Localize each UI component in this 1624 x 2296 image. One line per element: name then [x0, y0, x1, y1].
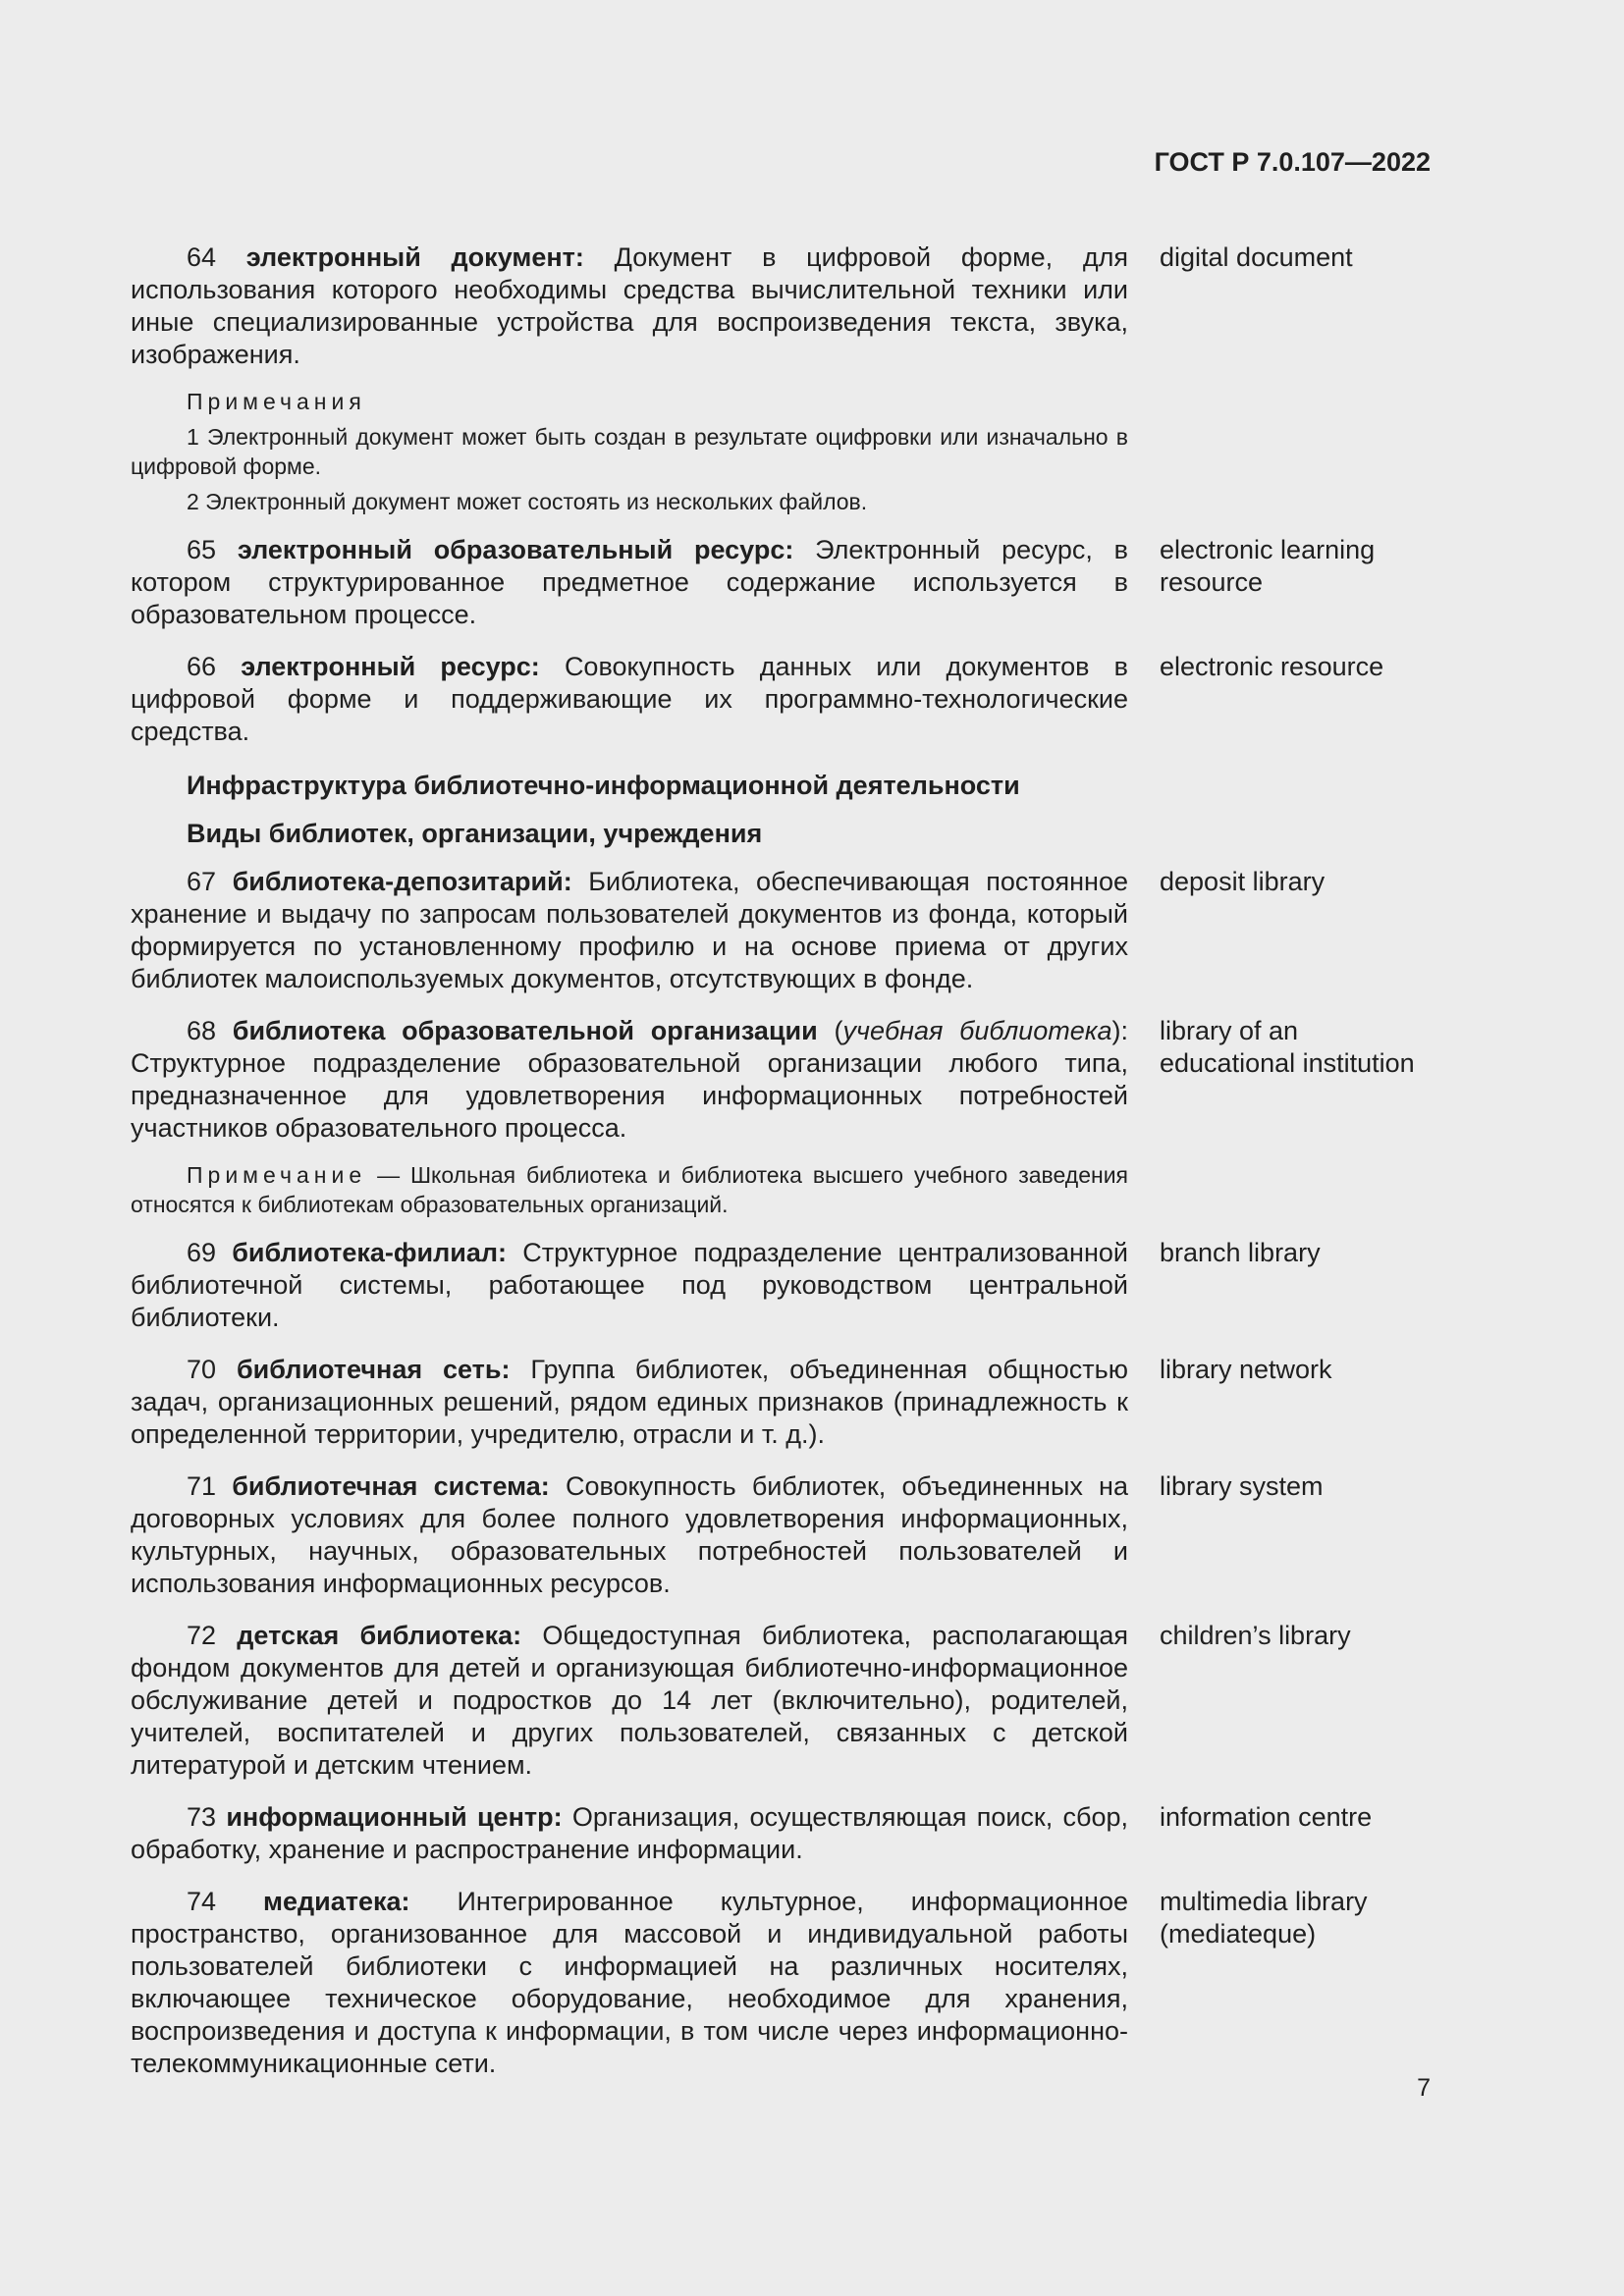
term-entry-74 — [131, 1886, 1436, 2080]
note-body: — Школьная библиотека и библиотека высшего учебного заведения относятся к библиотекам образовательных организаций. — [131, 1162, 1128, 1217]
english-equivalent: library of an educational institution — [1160, 1016, 1415, 1078]
english-equivalent: branch library — [1160, 1238, 1321, 1267]
term-entry-64 — [131, 241, 1436, 371]
term-name: электронный документ: — [245, 242, 584, 272]
english-equivalent: library system — [1160, 1471, 1324, 1501]
term-name: медиатека: — [263, 1887, 410, 1916]
term-number: 65 — [187, 535, 217, 564]
notes-64 — [131, 387, 1128, 516]
term-definition — [131, 651, 1128, 748]
term-number: 72 — [187, 1621, 217, 1650]
term-definition — [131, 1470, 1128, 1600]
note-2: 2 Электронный документ может состоять из нескольких файлов. — [187, 489, 868, 514]
note-text — [131, 1160, 1128, 1219]
term-definition — [131, 1354, 1128, 1451]
terms-list — [131, 241, 1436, 2100]
term-number: 67 — [187, 867, 217, 896]
term-number: 74 — [187, 1887, 217, 1916]
definition-text: Документ в цифровой форме, для использования которого необходимы средства вычислительной техники или иные специализированные устройства для воспроизведения текста, звука, изображения. — [131, 242, 1128, 369]
english-equivalent: electronic learning resource — [1160, 535, 1376, 597]
english-equivalent: digital document — [1160, 242, 1353, 272]
definition-text: Совокупность библиотек, объединенных на договорных условиях для более полного удовлетворения информационных, культурных, научных, образовательных потребностей пользователей и использования информационных ресурсов. — [131, 1471, 1128, 1598]
term-definition — [131, 1237, 1128, 1334]
note-68 — [131, 1160, 1128, 1219]
paren-close: ): — [1111, 1016, 1128, 1045]
term-number: 64 — [187, 242, 217, 272]
note-1: 1 Электронный документ может быть создан в результате оцифровки или изначально в цифровой форме. — [131, 424, 1128, 479]
term-number: 68 — [187, 1016, 217, 1045]
definition-text: Совокупность данных или документов в цифровой форме и поддерживающие их программно-технологические средства. — [131, 652, 1129, 746]
paren-open: ( — [834, 1016, 843, 1045]
term-definition — [131, 1620, 1128, 1782]
term-definition — [131, 866, 1128, 995]
definition-text: Интегрированное культурное, информационное пространство, организованное для массовой и индивидуальной работы пользователей библиотеки с информацией на различных носителях, включающее техническое оборудование, необходимое для хранения, воспроизведения и доступа к информации, в том числе через информационно-телекоммуникационные сети. — [131, 1887, 1128, 2078]
term-number: 73 — [187, 1802, 217, 1832]
subsection-heading: Виды библиотек, организации, учреждения — [187, 819, 763, 848]
definition-text: Электронный ресурс, в котором структурированное предметное содержание используется в образовательном процессе. — [131, 535, 1128, 629]
term-number: 69 — [187, 1238, 217, 1267]
term-entry-66 — [131, 651, 1436, 748]
term-number: 66 — [187, 652, 217, 681]
page-number: 7 — [1417, 2074, 1431, 2102]
term-synonym: учебная библиотека — [842, 1016, 1112, 1045]
term-entry-70 — [131, 1354, 1436, 1451]
term-name: библиотека-депозитарий: — [232, 867, 572, 896]
term-number: 70 — [187, 1355, 217, 1384]
term-entry-72 — [131, 1620, 1436, 1782]
term-entry-67 — [131, 866, 1436, 995]
term-name: библиотечная сеть: — [236, 1355, 511, 1384]
term-name: библиотека образовательной организации — [232, 1016, 818, 1045]
term-number: 71 — [187, 1471, 217, 1501]
term-entry-73 — [131, 1801, 1436, 1866]
term-definition — [131, 1886, 1128, 2080]
term-definition — [131, 1015, 1128, 1145]
term-entry-69 — [131, 1237, 1436, 1334]
term-name: детская библиотека: — [237, 1621, 522, 1650]
notes-heading: Примечания — [187, 389, 366, 414]
definition-text: Структурное подразделение централизованной библиотечной системы, работающее под руководством центральной библиотеки. — [131, 1238, 1128, 1332]
term-definition — [131, 534, 1128, 631]
note-label: Примечание — [187, 1162, 367, 1188]
definition-text: Библиотека, обеспечивающая постоянное хранение и выдачу по запросам пользователей документов из фонда, который формируется по установленному профилю и на основе приема от других библиотек малоиспользуемых документов, отсутствующих в фонде. — [131, 867, 1128, 993]
term-entry-71 — [131, 1470, 1436, 1600]
term-name: информационный центр: — [226, 1802, 563, 1832]
term-name: электронный ресурс: — [241, 652, 540, 681]
definition-text: Структурное подразделение образовательной организации любого типа, предназначенное для удовлетворения информационных потребностей участников образовательного процесса. — [131, 1048, 1128, 1143]
term-name: библиотечная система: — [232, 1471, 550, 1501]
english-equivalent: multimedia library (mediateque) — [1160, 1887, 1368, 1949]
definition-text: Организация, осуществляющая поиск, сбор, обработку, хранение и распространение информации. — [131, 1802, 1128, 1864]
term-definition — [131, 1801, 1128, 1866]
section-heading: Инфраструктура библиотечно-информационной деятельности — [187, 771, 1020, 800]
english-equivalent: library network — [1160, 1355, 1332, 1384]
definition-text: Общедоступная библиотека, располагающая фондом документов для детей и организующая библиотечно-информационное обслуживание детей и подростков до 14 лет (включительно), родителей, учителей, воспитателей и других пользователей, связанных с детской литературой и детским чтением. — [131, 1621, 1128, 1780]
term-entry-68 — [131, 1015, 1436, 1145]
english-equivalent: information centre — [1160, 1802, 1373, 1832]
document-code: ГОСТ Р 7.0.107—2022 — [1154, 147, 1431, 177]
term-definition — [131, 241, 1128, 371]
english-equivalent: electronic resource — [1160, 652, 1384, 681]
english-equivalent: deposit library — [1160, 867, 1326, 896]
english-equivalent: children’s library — [1160, 1621, 1351, 1650]
term-name: электронный образовательный ресурс: — [237, 535, 794, 564]
term-name: библиотека-филиал: — [232, 1238, 507, 1267]
term-entry-65 — [131, 534, 1436, 631]
definition-text: Группа библиотек, объединенная общностью задач, организационных решений, рядом единых признаков (принадлежность к определенной территории, учредителю, отрасли и т. д.). — [131, 1355, 1128, 1449]
